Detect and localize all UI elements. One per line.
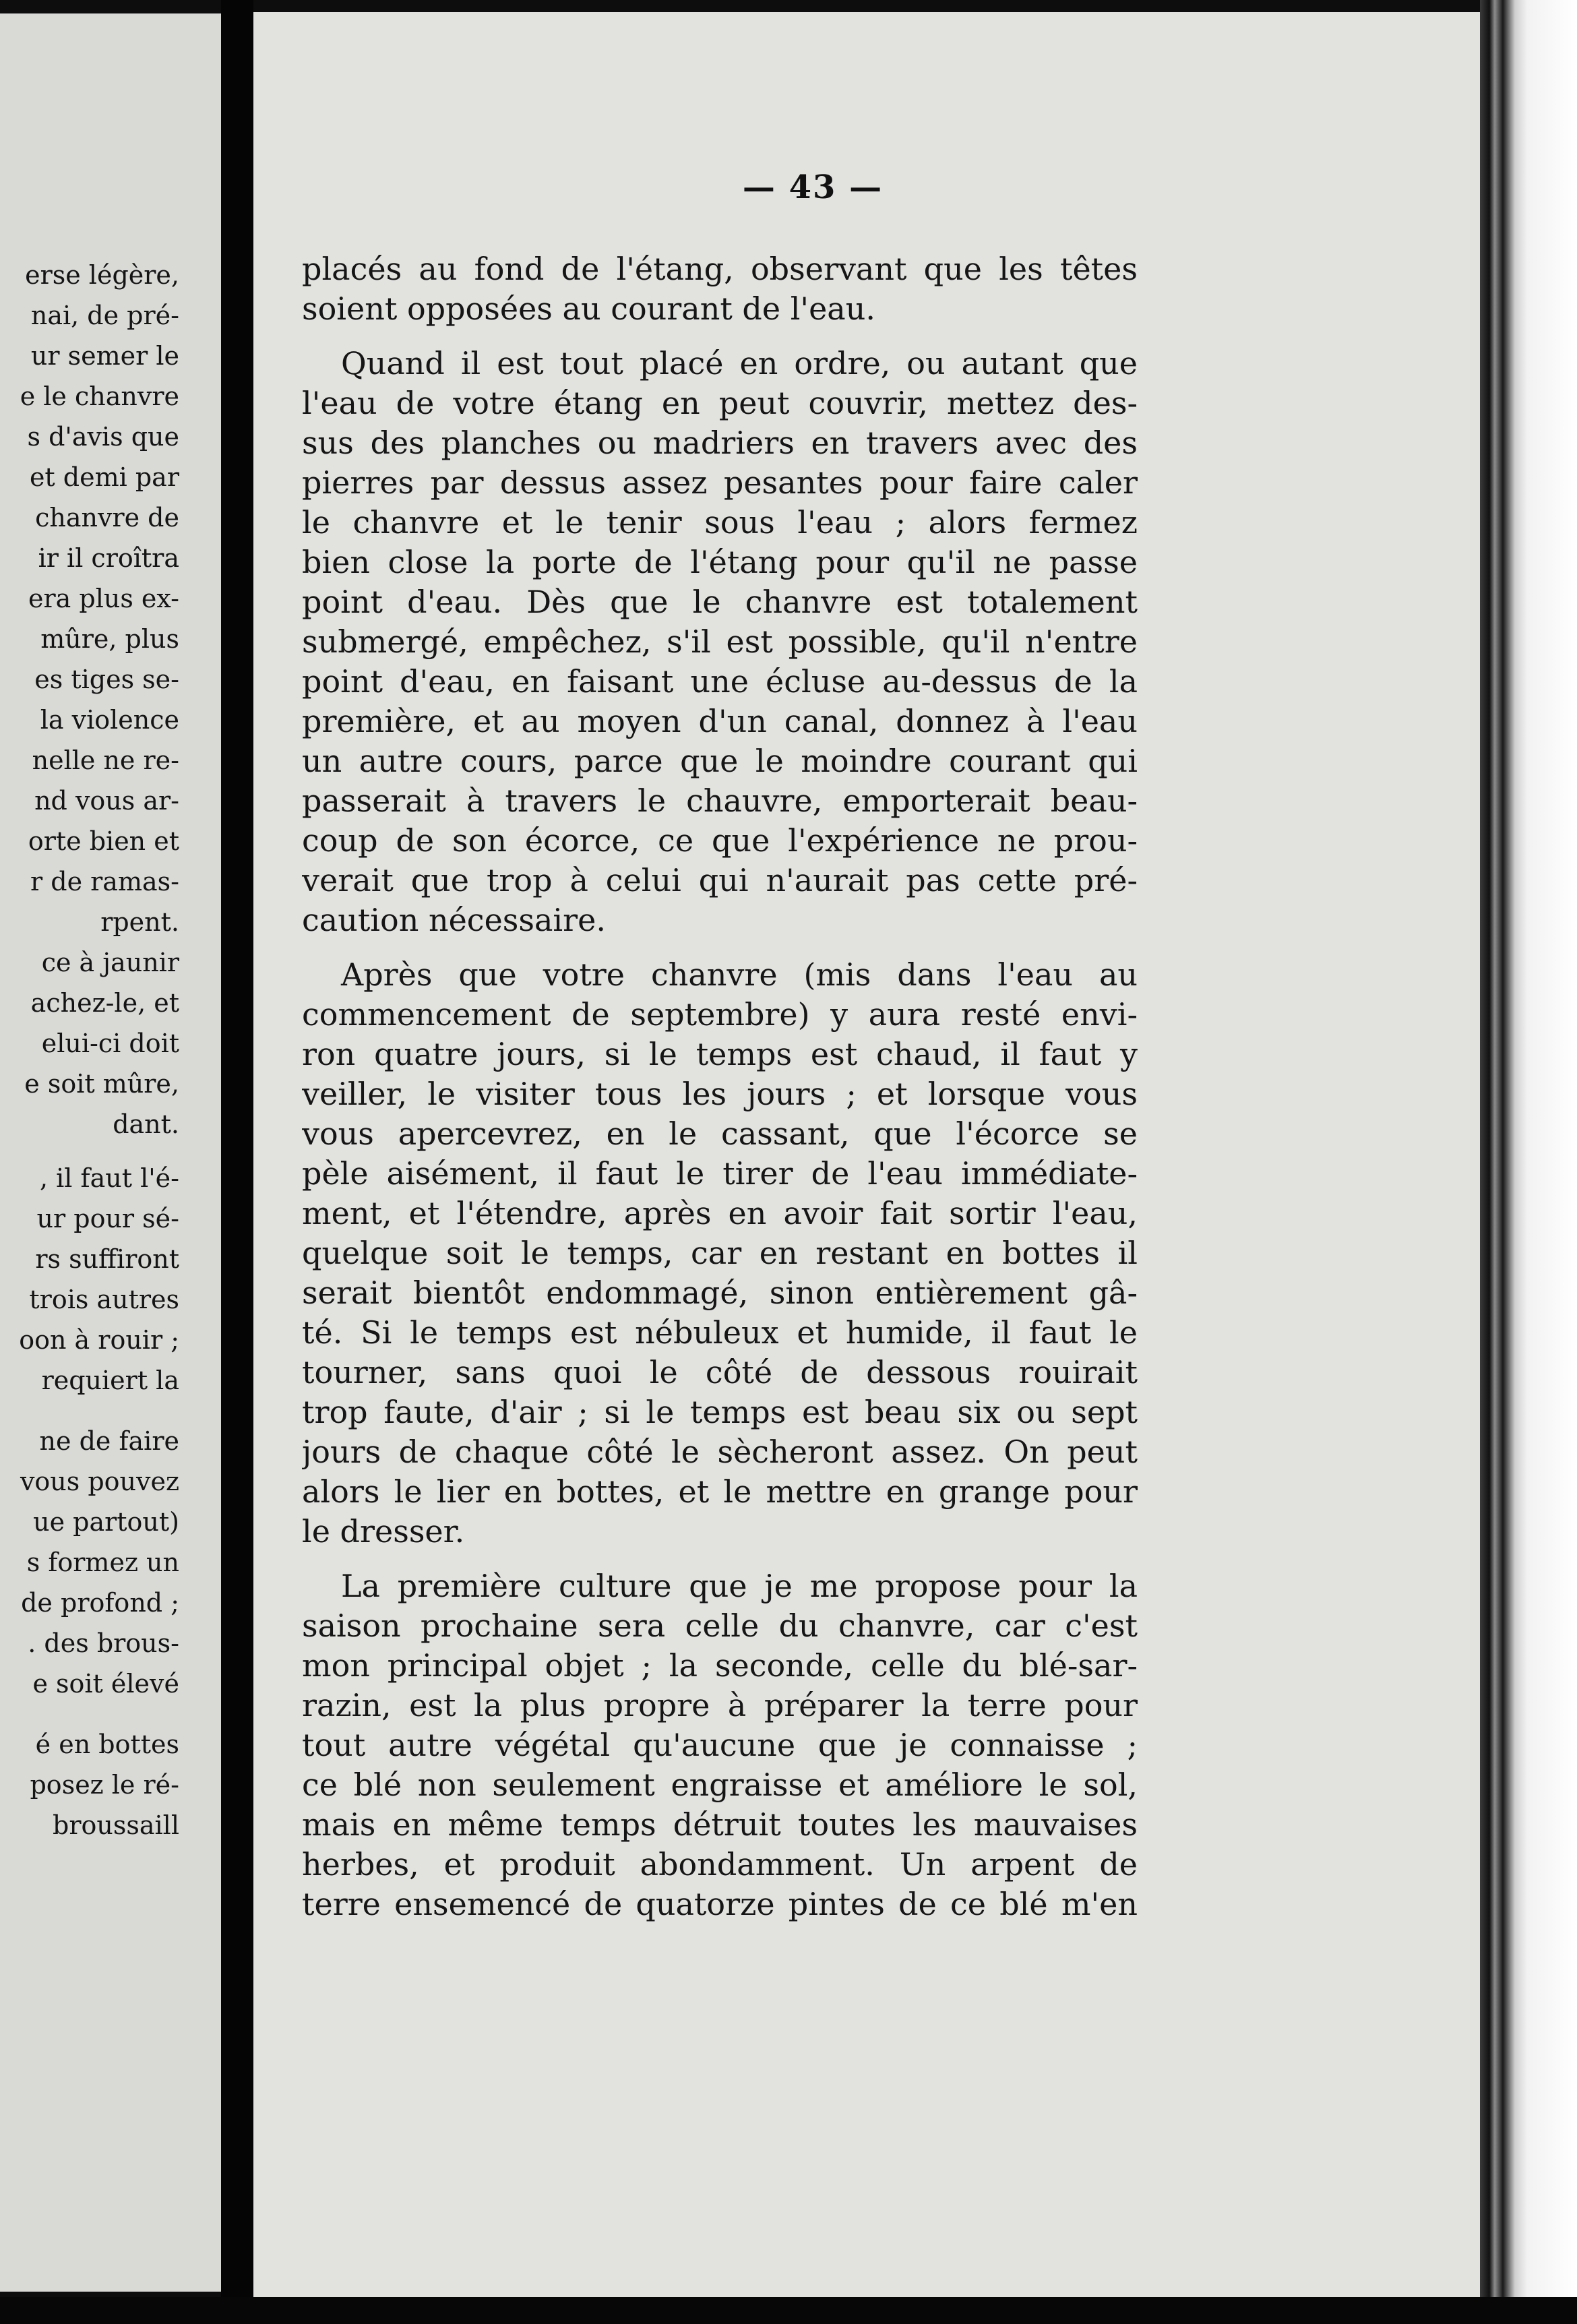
left-page-line: . des brous- [28,1628,179,1658]
text-line: vous apercevrez, en le cassant, que l'écorce se [302,1115,1138,1152]
left-page-line: posez le ré- [30,1770,179,1800]
main-page [253,12,1480,2297]
text-line: submergé, empêchez, s'il est possible, qu'il n'entre [302,623,1138,660]
left-page-line: la violence [40,705,179,735]
text-line: Après que votre chanvre (mis dans l'eau au [341,956,1138,993]
left-page-line: mûre, plus [40,624,179,654]
left-page-line: et demi par [29,462,179,492]
left-page-line: e soit mûre, [24,1069,179,1099]
left-page-line: erse légère, [25,260,179,290]
left-page-line: ur pour sé- [36,1204,179,1233]
left-facing-page [0,13,224,2292]
left-page-line: ce à jaunir [41,948,179,977]
text-line: pèle aisément, il faut le tirer de l'eau immédiate- [302,1155,1138,1192]
left-page-line: achez-le, et [30,988,179,1018]
text-line: saison prochaine sera celle du chanvre, car c'est [302,1608,1138,1644]
left-page-line: nd vous ar- [34,786,179,816]
left-page-line: es tiges se- [34,665,179,694]
text-line: terre ensemencé de quatorze pintes de ce blé m'en [302,1886,1138,1922]
left-page-line: de profond ; [21,1588,179,1618]
text-line: première, et au moyen d'un canal, donnez à l'eau [302,703,1138,739]
left-page-line: orte bien et [28,826,179,856]
paragraph [302,249,1138,329]
text-line: bien close la porte de l'étang pour qu'il ne passe [302,544,1138,580]
paragraph [302,344,1138,940]
left-page-line: vous pouvez [20,1467,179,1496]
text-line: un autre cours, parce que le moindre courant qui [302,743,1138,779]
text-line: herbes, et produit abondamment. Un arpent de [302,1846,1138,1883]
page-number: — 43 — [742,169,884,206]
text-line: point d'eau. Dès que le chanvre est totalement [302,584,1138,620]
text-line: pierres par dessus assez pesantes pour faire caler [302,464,1138,501]
left-page-line: ne de faire [39,1426,179,1456]
paragraph [302,955,1138,1552]
left-page-line: s d'avis que [27,422,179,452]
text-line: ce blé non seulement engraisse et améliore le sol, [302,1767,1138,1803]
left-page-line: requiert la [41,1366,179,1395]
left-page-line: nelle ne re- [32,745,179,775]
text-line: mais en même temps détruit toutes les mauvaises [302,1806,1138,1843]
text-line: quelque soit le temps, car en restant en bottes il [302,1235,1138,1271]
text-line: té. Si le temps est nébuleux et humide, il faut le [302,1314,1138,1351]
left-page-line: ue partout) [33,1507,179,1537]
left-page-line: chanvre de [35,503,179,532]
left-page-line: broussaill [53,1810,179,1840]
left-page-line: é en bottes [35,1730,179,1759]
left-page-line: elui-ci doit [41,1029,179,1058]
book-binding-edge [1480,0,1577,2324]
text-line: commencement de septembre) y aura resté envi- [302,996,1138,1033]
left-page-line: nai, de pré- [30,301,179,330]
bottom-shadow [0,2297,1577,2324]
left-page-line: s formez un [26,1548,179,1577]
text-line: Quand il est tout placé en ordre, ou autant que [341,345,1138,381]
paragraph [302,1566,1138,1924]
text-line: La première culture que je me propose pour la [341,1568,1138,1604]
text-line: ment, et l'étendre, après en avoir fait sortir l'eau, [302,1195,1138,1231]
left-page-line: oon à rouir ; [19,1325,179,1355]
left-page-line: r de ramas- [30,867,179,896]
text-line: alors le lier en bottes, et le mettre en grange pour [302,1473,1138,1510]
text-line: sus des planches ou madriers en travers avec des [302,425,1138,461]
left-page-line: trois autres [29,1285,179,1314]
text-line: mon principal objet ; la seconde, celle du blé-sar- [302,1647,1138,1684]
text-line: l'eau de votre étang en peut couvrir, mettez des- [302,385,1138,421]
left-page-line: , il faut l'é- [39,1163,179,1193]
text-line: veiller, le visiter tous les jours ; et lorsque vous [302,1076,1138,1112]
left-page-line: rpent. [100,907,179,937]
left-page-line: ir il croîtra [38,543,179,573]
text-line: caution nécessaire. [302,902,606,938]
text-line: tout autre végétal qu'aucune que je connaisse ; [302,1727,1138,1763]
text-line: le dresser. [302,1513,465,1550]
left-page-line: e le chanvre [20,381,179,411]
text-line: verait que trop à celui qui n'aurait pas cette pré- [302,862,1138,898]
text-line: passerait à travers le chauvre, emporterait beau- [302,783,1138,819]
text-line: ron quatre jours, si le temps est chaud, il faut y [302,1036,1138,1072]
left-page-line: dant. [113,1109,179,1139]
text-line: serait bientôt endommagé, sinon entièrement gâ- [302,1275,1138,1311]
text-line: tourner, sans quoi le côté de dessous rouirait [302,1354,1138,1390]
text-line: soient opposées au courant de l'eau. [302,290,875,327]
book-gutter [221,0,253,2324]
text-line: coup de son écorce, ce que l'expérience ne prou- [302,822,1138,859]
left-page-line: e soit élevé [32,1669,179,1699]
text-line: jours de chaque côté le sècheront assez. On peut [302,1434,1138,1470]
text-line: le chanvre et le tenir sous l'eau ; alors fermez [302,504,1138,541]
left-page-line: rs suffiront [35,1244,179,1274]
left-page-line: ur semer le [30,341,179,371]
left-page-line: era plus ex- [28,584,179,613]
body-text [302,249,1138,1924]
text-line: razin, est la plus propre à préparer la terre pour [302,1687,1138,1723]
text-line: trop faute, d'air ; si le temps est beau six ou sept [302,1394,1138,1430]
text-line: point d'eau, en faisant une écluse au-dessus de la [302,663,1138,700]
text-line: placés au fond de l'étang, observant que les têtes [302,251,1138,287]
